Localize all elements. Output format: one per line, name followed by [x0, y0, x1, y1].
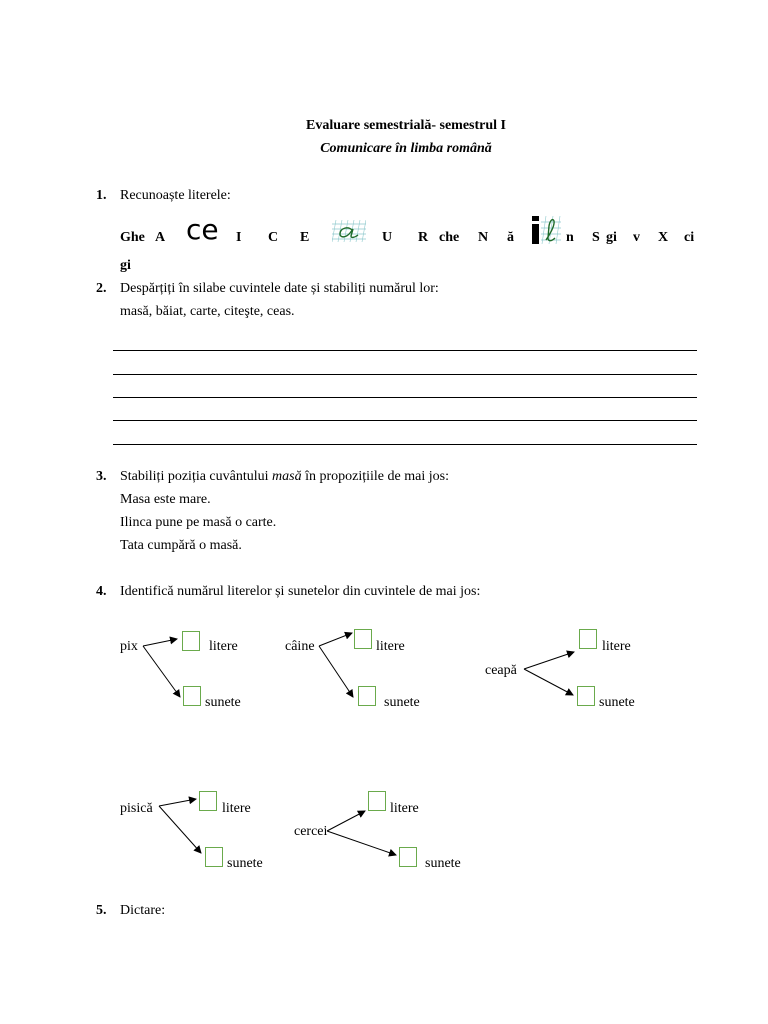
letter-item: che — [439, 230, 460, 245]
sounds-answer-box[interactable] — [205, 847, 223, 867]
letter-item: N — [478, 230, 489, 245]
q4-word-ceapa: ceapă — [485, 663, 517, 678]
q3-sentence: Ilinca pune pe masă o carte. — [120, 515, 277, 530]
q3-sentence: Tata cumpără o masă. — [120, 538, 242, 553]
letters-answer-box[interactable] — [368, 791, 386, 811]
letter-item: I — [236, 230, 242, 245]
letter-item: E — [300, 230, 310, 245]
q1-text: Recunoaște literele: — [120, 188, 231, 203]
letters-label: litere — [602, 639, 631, 654]
letters-label: litere — [222, 801, 251, 816]
letter-item: A — [155, 230, 166, 245]
sounds-answer-box[interactable] — [577, 686, 595, 706]
sounds-label: sunete — [227, 856, 263, 871]
q4-word-cercei: cercei — [294, 824, 328, 839]
q2-text: Despărțiți în silabe cuvintele date și stabiliți numărul lor: — [120, 281, 439, 296]
sounds-answer-box[interactable] — [183, 686, 201, 706]
letter-item: X — [658, 230, 669, 245]
letter-item: S — [592, 230, 600, 245]
q2-words: masă, băiat, carte, citeşte, ceas. — [120, 304, 295, 319]
sounds-label: sunete — [384, 695, 420, 710]
letter-item: U — [382, 230, 393, 245]
q5-text: Dictare: — [120, 903, 166, 918]
letters-label: litere — [376, 639, 405, 654]
q3-sentence: Masa este mare. — [120, 492, 211, 507]
letters-label: litere — [209, 639, 238, 654]
letter-item: C — [268, 230, 279, 245]
page-title: Evaluare semestrială- semestrul I — [306, 118, 506, 133]
letter-item: ă — [507, 230, 514, 245]
q4-word-caine: câine — [285, 639, 315, 654]
sounds-answer-box[interactable] — [399, 847, 417, 867]
sounds-label: sunete — [205, 695, 241, 710]
letter-ce-glyph: ce — [186, 213, 219, 246]
q5-number: 5. — [96, 903, 107, 918]
sounds-label: sunete — [425, 856, 461, 871]
letter-item: R — [418, 230, 429, 245]
sounds-answer-box[interactable] — [358, 686, 376, 706]
letters-answer-box[interactable] — [199, 791, 217, 811]
letters-answer-box[interactable] — [182, 631, 200, 651]
q4-word-pisica: pisică — [120, 801, 153, 816]
q2-number: 2. — [96, 281, 107, 296]
q3-text-after: în propozițiile de mai jos: — [301, 469, 449, 484]
q3-text-before: Stabiliți poziția cuvântului — [120, 469, 273, 484]
q3-number: 3. — [96, 469, 107, 484]
letter-item: v — [633, 230, 640, 245]
letter-item: ci — [684, 230, 695, 245]
letter-item: gi — [120, 258, 131, 273]
page-subtitle: Comunicare în limba română — [320, 141, 492, 156]
q4-number: 4. — [96, 584, 107, 599]
letter-item: gi — [606, 230, 617, 245]
letters-answer-box[interactable] — [579, 629, 597, 649]
q3-text-word: masă — [272, 469, 302, 484]
q1-number: 1. — [96, 188, 107, 203]
q4-word-pix: pix — [120, 639, 138, 654]
letter-item: Ghe — [120, 230, 145, 245]
letters-label: litere — [390, 801, 419, 816]
letters-answer-box[interactable] — [354, 629, 372, 649]
letter-item: n — [566, 230, 574, 245]
q4-text: Identifică numărul literelor și sunetelor din cuvintele de mai jos: — [120, 584, 481, 599]
sounds-label: sunete — [599, 695, 635, 710]
